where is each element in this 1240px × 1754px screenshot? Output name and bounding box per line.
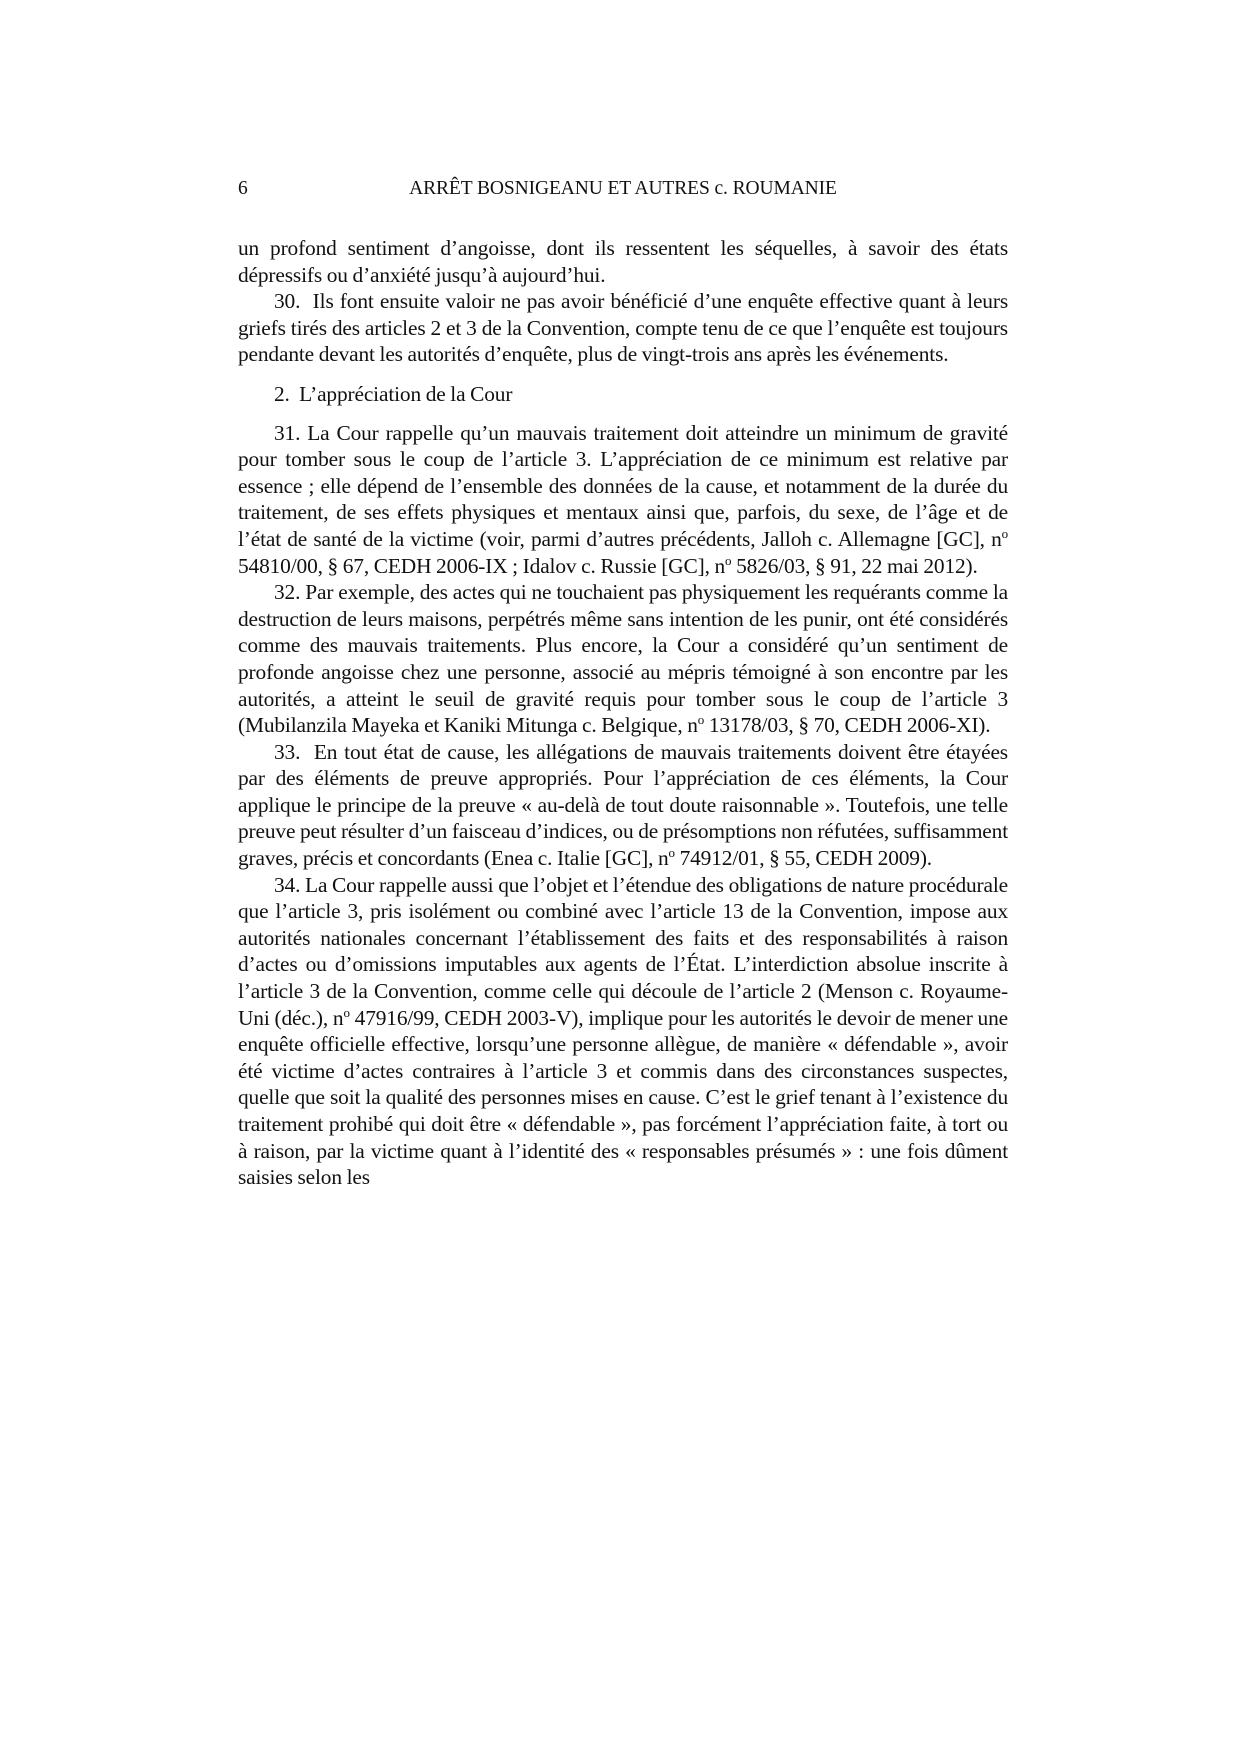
section-heading xyxy=(238,381,1008,408)
paragraph-number: 32. xyxy=(274,580,301,605)
ordinal-superscript: o xyxy=(725,552,732,568)
paragraph-31 xyxy=(238,420,1008,580)
paragraph-text: 54810/00, § 67, CEDH 2006-IX ; Idalov c. Russie [GC], n xyxy=(238,553,726,578)
paragraph-text: La Cour rappelle qu’un mauvais traitement doit atteindre un minimum de gravité pour tomber sous le coup de l’article 3. L’appréciation de ce minimum est relative par essence ; elle dépend de l’ensemble des données de la cause, et notamment de la durée du traitement, de ses effets physiques et mentaux ainsi que, parfois, du sexe, de l’âge et de l’état de santé de la victime (voir, parmi d’autres précédents, Jalloh c. Allemagne [GC], n xyxy=(238,420,1008,551)
paragraph-text: 74912/01, § 55, CEDH 2009). xyxy=(674,846,933,871)
paragraph-number: 30. xyxy=(274,289,301,314)
ordinal-superscript: o xyxy=(668,845,675,861)
paragraph-29-continuation xyxy=(238,235,1008,288)
section-number: 2. xyxy=(274,381,290,406)
running-header xyxy=(238,176,1008,202)
ordinal-superscript: o xyxy=(343,1004,350,1020)
paragraph-number: 33. xyxy=(274,739,301,764)
paragraph-33 xyxy=(238,739,1008,872)
paragraph-text: La Cour rappelle aussi que l’objet et l’étendue des obligations de nature procédurale que l’article 3, pris isolément ou combiné avec l’article 13 de la Convention, impose aux autorités nationales concernant l’établissement des faits et des responsabilités à raison d’actes ou d’omissions imputables aux agents de l’État. L’interdiction absolue inscrite à l’article 3 de la Convention, comme celle qui découle de l’article 2 (Menson c. Royaume-Uni (déc.), n xyxy=(238,872,1008,1030)
paragraph-34 xyxy=(238,872,1008,1191)
paragraph-text: Par exemple, des actes qui ne touchaient pas physiquement les requérants comme la destruction de leurs maisons, perpétrés même sans intention de les punir, ont été considérés comme des mauvais traitements. Plus encore, la Cour a considéré qu’un sentiment de profonde angoisse chez une personne, associé au mépris témoigné à son encontre par les autorités, a atteint le seuil de gravité requis pour tomber sous le coup de l’article 3 (Mubilanzila Mayeka et Kaniki Mitunga c. Belgique, n xyxy=(238,580,1009,738)
ordinal-superscript: o xyxy=(697,712,705,728)
page-number: 6 xyxy=(238,178,248,199)
paragraph-number: 31. xyxy=(274,420,301,445)
paragraph-text: En tout état de cause, les allégations de mauvais traitements doivent être étayées par des éléments de preuve appropriés. Pour l’appréciation de ces éléments, la Cour applique le principe de la preuve « au-delà de tout doute raisonnable ». Toutefois, une telle preuve peut résulter d’un faisceau d’indices, ou de présomptions non réfutées, suffisamment graves, précis et concordants (Enea c. Italie [GC], n xyxy=(238,739,1008,871)
document-title: ARRÊT BOSNIGEANU ET AUTRES c. ROUMANIE xyxy=(409,178,837,199)
paragraph-text: un profond sentiment d’angoisse, dont ils ressentent les séquelles, à savoir des états dépressifs ou d’anxiété jusqu’à aujourd’hui. xyxy=(238,236,1008,287)
paragraph-text: 13178/03, § 70, CEDH 2006-XI). xyxy=(704,713,991,738)
ordinal-superscript: o xyxy=(1001,525,1008,541)
paragraph-text: Ils font ensuite valoir ne pas avoir bénéficié d’une enquête effective quant à leurs griefs tirés des articles 2 et 3 de la Convention, compte tenu de ce que l’enquête est toujours pendante devant les autorités d’enquête, plus de vingt-trois ans après les événements. xyxy=(238,289,1008,367)
paragraph-text: 47916/99, CEDH 2003-V), implique pour les autorités le devoir de mener une enquête officielle effective, lorsqu’une personne allègue, de manière « défendable », avoir été victime d’actes contraires à l’article 3 et commis dans des circonstances suspectes, quelle que soit la qualité des personnes mises en cause. C’est le grief tenant à l’existence du traitement prohibé qui doit être « défendable », pas forcément l’appréciation faite, à tort ou à raison, par la victime quant à l’identité des « responsables présumés » : une fois dûment saisies selon les xyxy=(238,1005,1008,1190)
section-title: L’appréciation de la Cour xyxy=(299,381,513,406)
paragraph-30 xyxy=(238,288,1008,368)
paragraph-text: 5826/03, § 91, 22 mai 2012). xyxy=(731,553,978,578)
document-body xyxy=(238,235,1008,1191)
paragraph-32 xyxy=(238,579,1008,739)
paragraph-number: 34. xyxy=(274,872,301,897)
